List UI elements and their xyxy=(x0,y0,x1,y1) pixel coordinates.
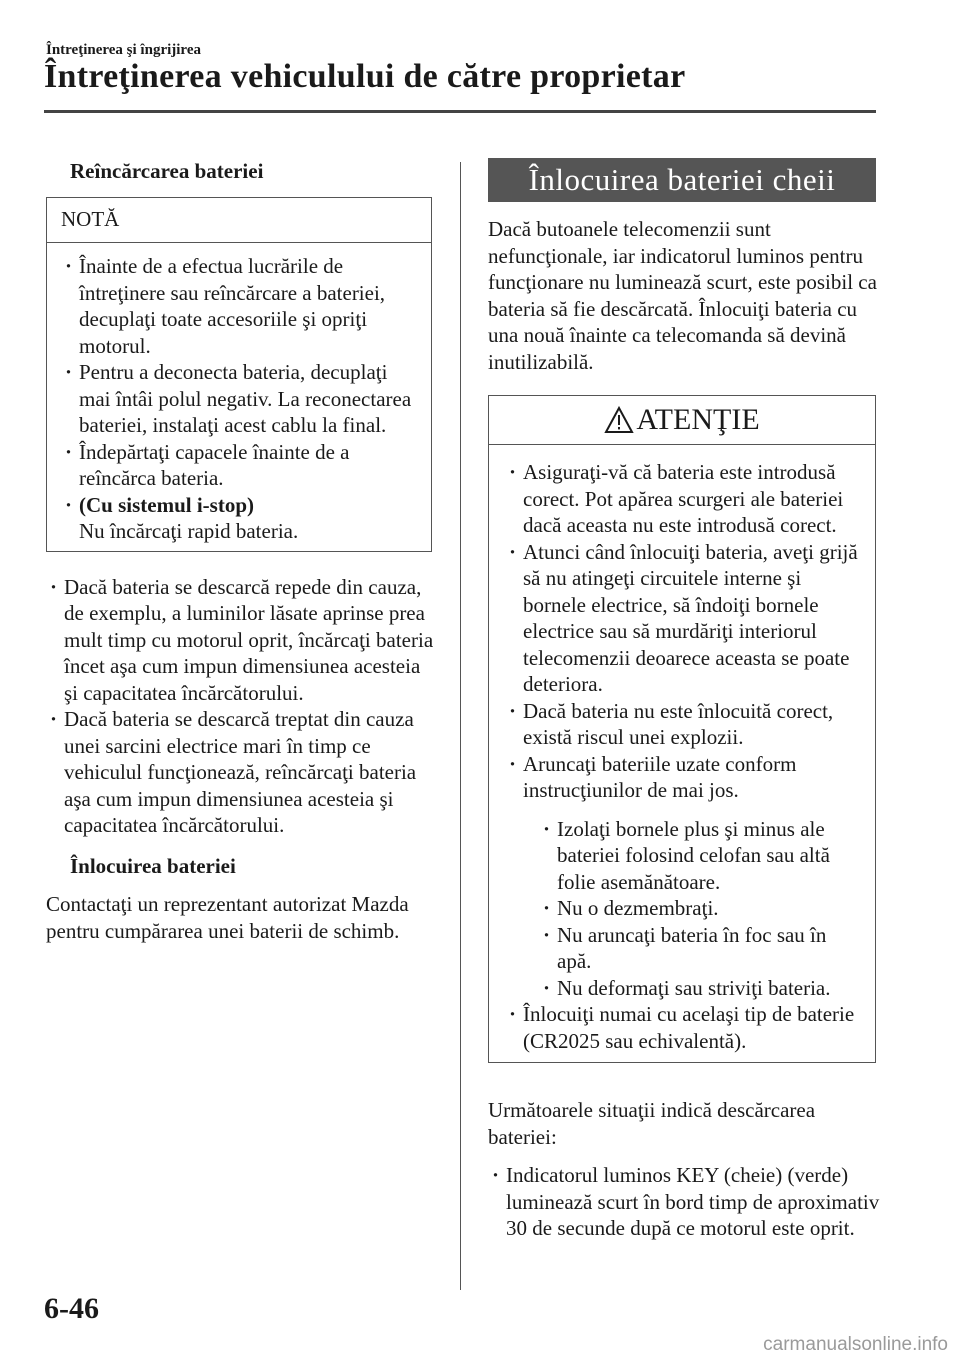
note-item: · Îndepărtaţi capacele înainte de a reîncărca bateria. xyxy=(61,439,419,492)
list-item: · Dacă bateria se descarcă repede din cauza, de exemplu, a luminilor lăsate aprinse prea mult timp cu motorul oprit, încărcaţi bateria încet aşa cum impun dimensiunea acesteia şi capacitatea încărcătorului. xyxy=(46,574,436,707)
note-item: · Înainte de a efectua lucrările de întreţinere sau reîncărcare a bateriei, decuplaţi toate accesoriile şi opriţi motorul. xyxy=(61,253,419,359)
istop-text: Nu încărcaţi rapid bateria. xyxy=(79,519,299,543)
replace-paragraph: Contactaţi un reprezentant autorizat Mazda pentru cumpărarea unei baterii de schimb. xyxy=(46,892,409,943)
subheading-battery-recharge: Reîncărcarea bateriei xyxy=(70,159,264,183)
section-banner: Înlocuirea bateriei cheii xyxy=(488,158,876,202)
note-title: NOTĂ xyxy=(47,198,431,244)
warning-item: · Dacă bateria nu este înlocuită corect, există riscul unei explozii. xyxy=(505,698,863,751)
note-item: · Pentru a deconecta bateria, decuplaţi mai întâi polul negativ. La reconectarea bateriei, instalaţi acest cablu la final. xyxy=(61,359,419,439)
sub-item: · Nu o dezmembraţi. xyxy=(539,895,863,922)
intro-paragraph: Dacă butoanele telecomenzii sunt nefuncţionale, iar indicatorul luminos pentru funcţionare nu luminează scurt, este posibil ca bateria să fie descărcată. Înlocuiţi bateria cu una nouă înainte ca telecomanda să devină inutilizabilă. xyxy=(488,217,877,374)
warning-item: · Asiguraţi-vă că bateria este introdusă corect. Pot apărea scurgeri ale bateriei dacă aceasta nu este introdusă corect. xyxy=(505,459,863,539)
outro-bullets xyxy=(488,1162,880,1242)
note-item-istop xyxy=(61,492,419,545)
warning-item: · Înlocuiţi numai cu acelaşi tip de baterie (CR2025 sau echivalentă). xyxy=(505,1001,863,1054)
warning-triangle-icon xyxy=(604,406,634,434)
recharge-bullets xyxy=(46,574,436,839)
sub-item: · Nu deformaţi sau striviţi bateria. xyxy=(539,975,863,1002)
note-body xyxy=(47,243,431,551)
right-column xyxy=(488,158,880,1242)
disposal-sub-list xyxy=(523,816,863,1002)
watermark: carmanualsonline.info xyxy=(763,1334,948,1355)
header-divider xyxy=(44,110,876,113)
warning-box xyxy=(488,395,876,1063)
istop-label: (Cu sistemul i-stop) xyxy=(79,492,255,517)
column-divider xyxy=(460,162,461,1290)
subheading-battery-replace: Înlocuirea bateriei xyxy=(70,853,236,878)
sub-item: · Nu aruncaţi bateria în foc sau în apă. xyxy=(539,922,863,975)
sub-item: · Izolaţi bornele plus şi minus ale bateriei folosind celofan sau altă folie asemănătoare. xyxy=(539,816,863,896)
outro-paragraph: Următoarele situaţii indică descărcarea bateriei: xyxy=(488,1098,816,1149)
warning-title: ATENŢIE xyxy=(636,402,760,436)
note-box xyxy=(46,197,432,552)
warning-item-text: Aruncaţi bateriile uzate conform instrucţiunilor de mai jos. xyxy=(523,751,797,802)
left-column xyxy=(46,158,436,944)
warning-body xyxy=(489,445,875,1062)
list-item: · Dacă bateria se descarcă treptat din cauza unei sarcini electrice mari în timp ce vehiculul funcţionează, reîncărcaţi bateria aşa cum impun dimensiunea acesteia şi capacitatea încărcătorului. xyxy=(46,706,436,839)
warning-item xyxy=(505,751,863,1002)
warning-header xyxy=(489,396,875,445)
page-title: Întreţinerea vehiculului de către proprietar xyxy=(44,58,686,95)
page-number: 6-46 xyxy=(44,1292,99,1325)
warning-item: · Atunci când înlocuiţi bateria, aveţi grijă să nu atingeţi circuitele interne şi bornele electrice, să îndoiţi bornele electrice sau să murdăriţi interiorul telecomenzii deoarece aceasta se poate deteriora. xyxy=(505,539,863,698)
list-item: · Indicatorul luminos KEY (cheie) (verde) luminează scurt în bord timp de aproximativ 30 de secunde după ce motorul este oprit. xyxy=(488,1162,880,1242)
section-label: Întreţinerea şi îngrijirea xyxy=(46,42,201,58)
